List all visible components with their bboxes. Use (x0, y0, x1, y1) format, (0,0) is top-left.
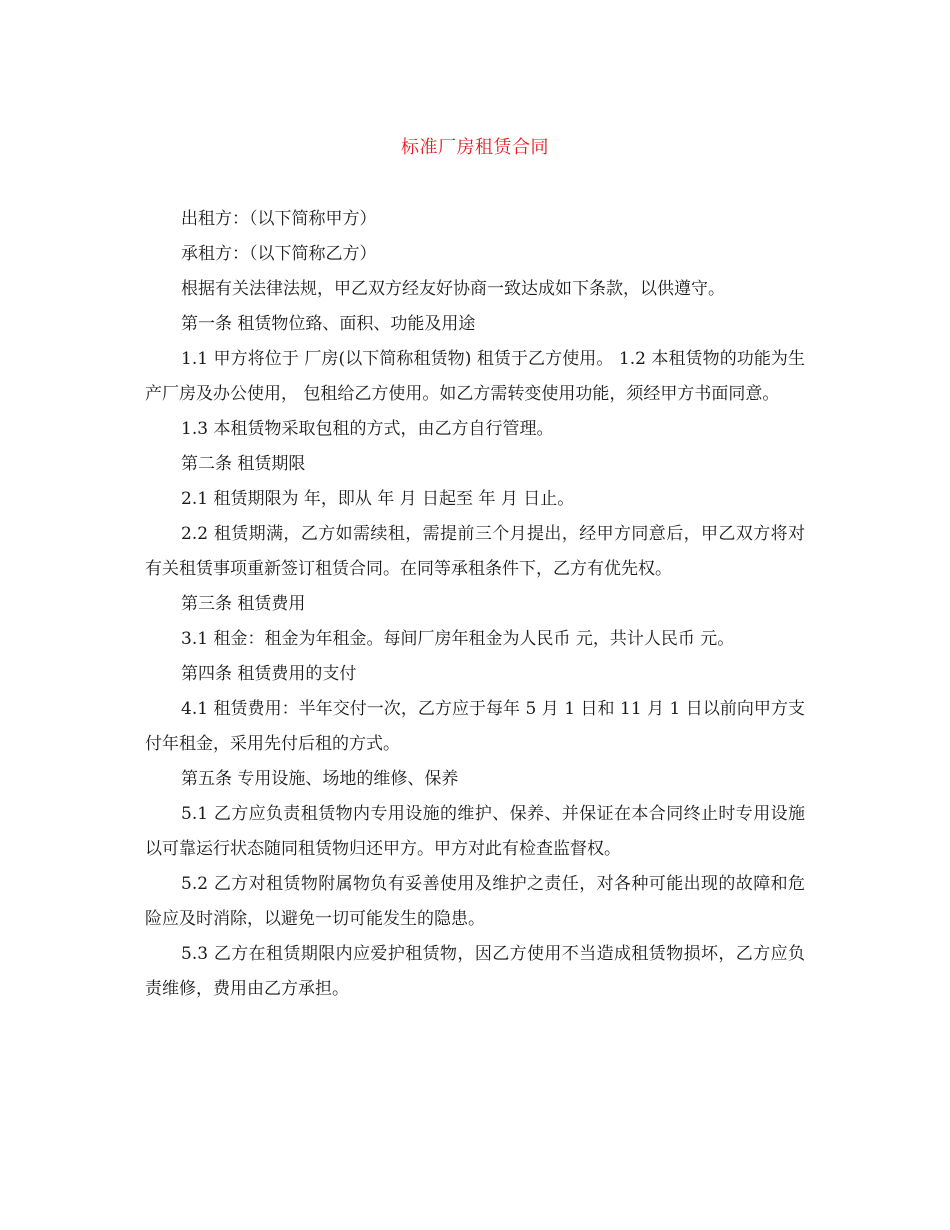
document-body (145, 202, 805, 1007)
article-2-heading: 第二条 租赁期限 (181, 454, 306, 474)
clause-5-3: 5.3 乙方在租赁期限内应爱护租赁物，因乙方使用不当造成租赁物损坏，乙方应负责维修，费用由乙方承担。 (145, 944, 805, 999)
clause-1-1: 1.1 甲方将位于 厂房(以下简称租赁物) 租赁于乙方使用。 1.2 本租赁物的功能为生产厂房及办公使用， 包租给乙方使用。如乙方需转变使用功能，须经甲方书面同意。 (145, 349, 805, 404)
clause-2-1: 2.1 租赁期限为 年，即从 年 月 日起至 年 月 日止。 (181, 489, 575, 509)
paragraph-preamble: 根据有关法律法规，甲乙双方经友好协商一致达成如下条款，以供遵守。 (181, 279, 725, 299)
clause-5-2: 5.2 乙方对租赁物附属物负有妥善使用及维护之责任，对各种可能出现的故障和危险应及时消除，以避免一切可能发生的隐患。 (145, 874, 805, 929)
paragraph-lessee: 承租方：（以下简称乙方） (181, 244, 377, 264)
clause-4-1: 4.1 租赁费用：半年交付一次，乙方应于每年 5 月 1 日和 11 月 1 日以前向甲方支付年租金，采用先付后租的方式。 (145, 699, 805, 754)
article-1-heading: 第一条 租赁物位臵、面积、功能及用途 (181, 314, 476, 334)
article-3-heading: 第三条 租赁费用 (181, 594, 306, 614)
clause-3-1: 3.1 租金：租金为年租金。每间厂房年租金为人民币 元，共计人民币 元。 (181, 629, 735, 649)
paragraph-lessor: 出租方：（以下简称甲方） (181, 209, 377, 229)
document-title: 标准厂房租赁合同 (401, 137, 549, 158)
clause-1-3: 1.3 本租赁物采取包租的方式，由乙方自行管理。 (181, 419, 554, 439)
clause-2-2: 2.2 租赁期满，乙方如需续租，需提前三个月提出，经甲方同意后，甲乙双方将对有关租赁事项重新签订租赁合同。在同等承租条件下，乙方有优先权。 (145, 524, 805, 579)
article-4-heading: 第四条 租赁费用的支付 (181, 664, 357, 684)
clause-5-1: 5.1 乙方应负责租赁物内专用设施的维护、保养、并保证在本合同终止时专用设施以可靠运行状态随同租赁物归还甲方。甲方对此有检查监督权。 (145, 804, 805, 859)
article-5-heading: 第五条 专用设施、场地的维修、保养 (181, 769, 459, 789)
